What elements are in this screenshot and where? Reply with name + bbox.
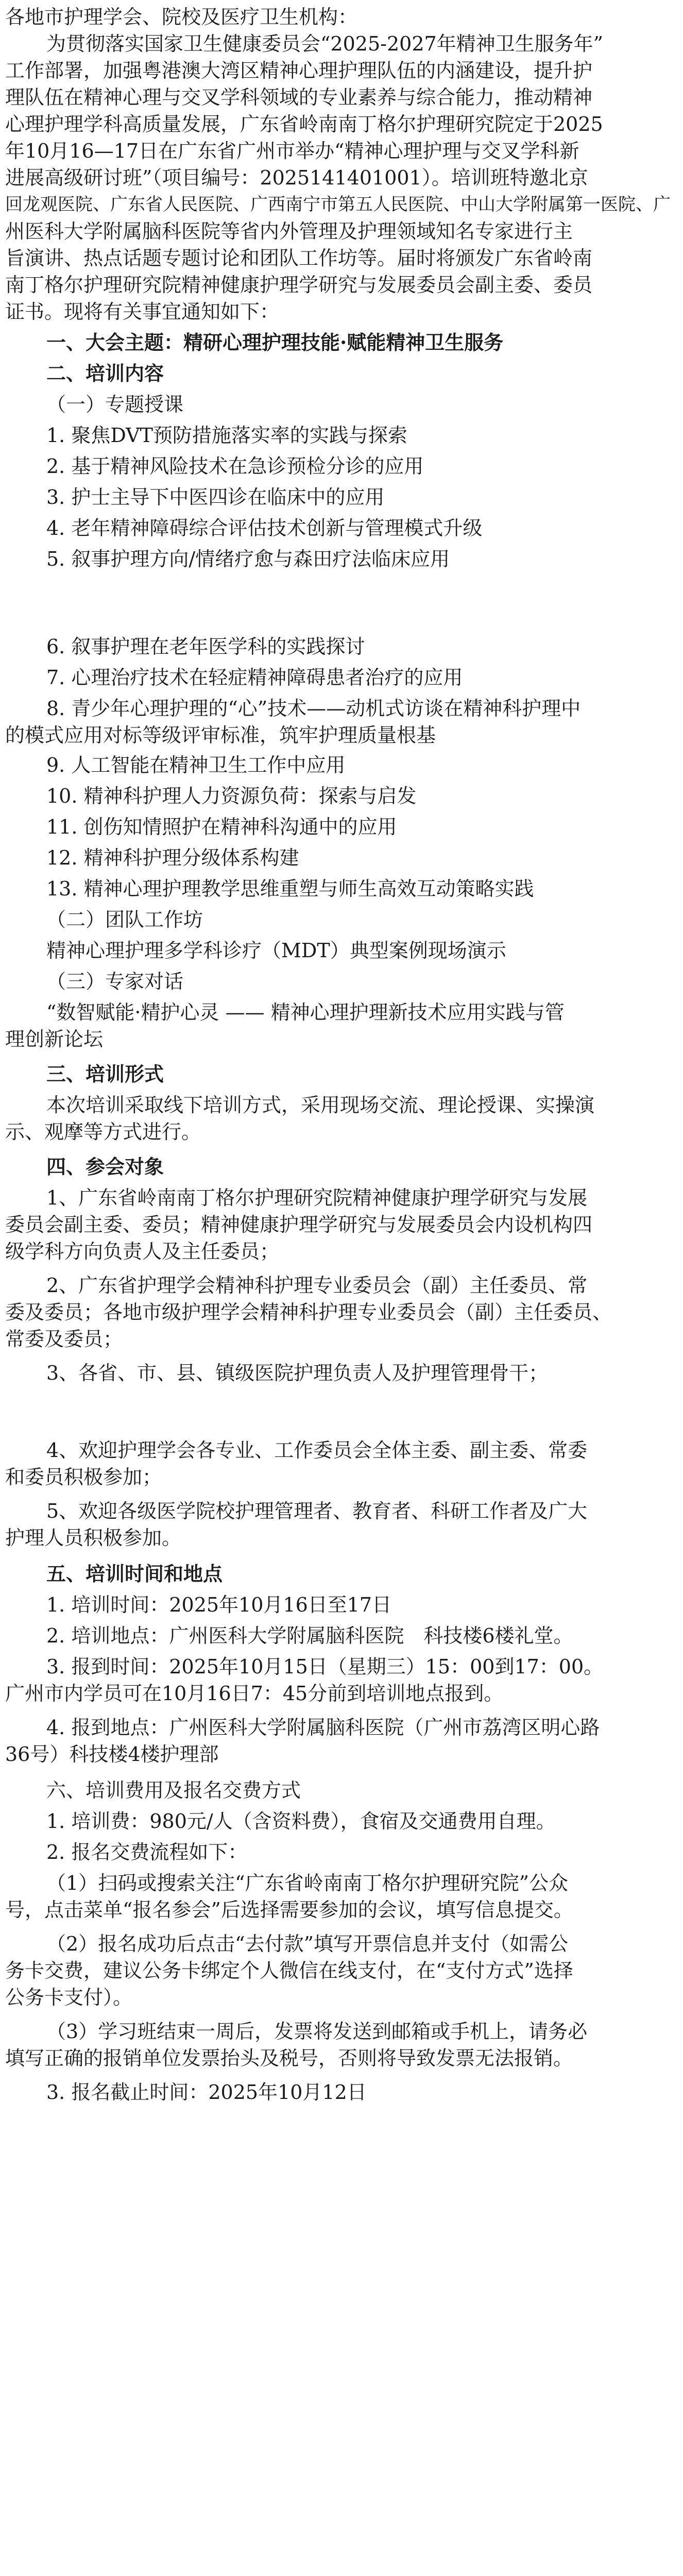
attendee-line: 委员会副主委、委员；精神健康护理学研究与发展委员会内设机构四 (5, 1213, 593, 1236)
attendee-line: 级学科方向负责人及主任委员； (5, 1240, 280, 1263)
time-place-line: 2. 培训地点：广州医科大学附属脑科医院 科技楼6楼礼堂。 (46, 1624, 573, 1647)
attendee-line: 3、各省、市、县、镇级医院护理负责人及护理管理骨干； (46, 1362, 549, 1384)
time-place-line: 广州市内学员可在10月16日7：45分前到培训地点报到。 (5, 1682, 504, 1705)
intro-line: 旨演讲、热点话题专题讨论和团队工作坊等。届时将颁发广东省岭南 (5, 247, 593, 269)
dialogue-line: 理创新论坛 (5, 1028, 104, 1050)
topic-item: 6. 叙事护理在老年医学科的实践探讨 (46, 635, 365, 658)
section-3-text: 示、观摩等方式进行。 (5, 1121, 201, 1143)
attendee-line: 常委及委员； (5, 1328, 123, 1350)
topic-item: 8. 青少年心理护理的“心”技术——动机式访谈在精神科护理中 (46, 697, 581, 720)
intro-line: 工作部署，加强粤港澳大湾区精神心理护理队伍的内涵建设，提升护 (5, 59, 593, 82)
topic-item: 11. 创伤知情照护在精神科沟通中的应用 (46, 816, 397, 838)
attendee-line: 委及委员；各地市级护理学会精神科护理专业委员会（副）主任委员、 (5, 1301, 612, 1324)
topic-item: 4. 老年精神障碍综合评估技术创新与管理模式升级 (46, 517, 483, 539)
topic-item: 1. 聚焦DVT预防措施落实率的实践与探索 (46, 424, 407, 447)
greeting: 各地市护理学会、院校及医疗卫生机构： (5, 6, 358, 28)
fee-line: 务卡交费，建议公务卡绑定个人微信在线支付，在“支付方式”选择 (5, 1959, 573, 1982)
subsection-heading: （二）团队工作坊 (46, 908, 203, 931)
fee-line: 3. 报名截止时间：2025年10月12日 (46, 2081, 367, 2104)
topic-item: 的模式应用对标等级评审标准，筑牢护理质量根基 (5, 724, 436, 747)
subsection-heading: （一）专题授课 (46, 393, 184, 416)
topic-item: 5. 叙事护理方向/情绪疗愈与森田疗法临床应用 (46, 548, 450, 570)
topic-item: 2. 基于精神风险技术在急诊预检分诊的应用 (46, 455, 424, 478)
intro-line: 进展高级研讨班”（项目编号：2025141401001）。培训班特邀北京 (5, 166, 588, 189)
attendee-line: 2、广东省护理学会精神科护理专业委员会（副）主任委员、常 (46, 1274, 588, 1297)
section-6-heading: 六、培训费用及报名交费方式 (46, 1779, 301, 1802)
time-place-line: 4. 报到地点：广州医科大学附属脑科医院（广州市荔湾区明心路 (46, 1716, 600, 1739)
fee-line: 号，点击菜单“报名参会”后选择需要参加的会议，填写信息提交。 (5, 1899, 573, 1921)
attendee-line: 和委员积极参加； (5, 1466, 162, 1488)
subsection-heading: （三）专家对话 (46, 970, 184, 993)
fee-line: 1. 培训费：980元/人（含资料费），食宿及交通费用自理。 (46, 1810, 556, 1833)
time-place-line: 1. 培训时间：2025年10月16日至17日 (46, 1594, 392, 1616)
fee-line: 2. 报名交费流程如下： (46, 1841, 248, 1863)
intro-line: 年10月16—17日在广东省广州市举办“精神心理护理与交叉学科新 (5, 140, 579, 162)
time-place-line: 3. 报到时间：2025年10月15日（星期三）15：00到17：00。 (46, 1655, 604, 1678)
intro-line: 为贯彻落实国家卫生健康委员会“2025-2027年精神卫生服务年” (46, 32, 604, 55)
fee-line: （1）扫码或搜索关注“广东省岭南南丁格尔护理研究院”公众 (46, 1872, 569, 1894)
section-3-text: 本次培训采取线下培训方式，采用现场交流、理论授课、实操演 (46, 1094, 595, 1116)
intro-line: 证书。现将有关事宜通知如下： (5, 300, 280, 323)
intro-line: 理队伍在精神心理与交叉学科领域的专业素养与综合能力，推动精神 (5, 86, 593, 109)
section-2-heading: 二、培训内容 (46, 362, 164, 385)
section-4-heading: 四、参会对象 (46, 1155, 164, 1178)
topic-item: 12. 精神科护理分级体系构建 (46, 846, 299, 869)
fee-line: （2）报名成功后点击“去付款”填写开票信息并支付（如需公 (46, 1933, 569, 1955)
attendee-line: 护理人员积极参加。 (5, 1527, 182, 1549)
topic-item: 7. 心理治疗技术在轻症精神障碍患者治疗的应用 (46, 666, 463, 689)
topic-item: 10. 精神科护理人力资源负荷：探索与启发 (46, 785, 417, 807)
workshop-item: 精神心理护理多学科诊疗（MDT）典型案例现场演示 (46, 939, 506, 962)
dialogue-line: “数智赋能·精护心灵 —— 精神心理护理新技术应用实践与管 (46, 1001, 565, 1024)
intro-line: 回龙观医院、广东省人民医院、广西南宁市第五人民医院、中山大学附属第一医院、广 (5, 194, 671, 215)
time-place-line: 36号）科技楼4楼护理部 (5, 1743, 219, 1766)
topic-item: 13. 精神心理护理教学思维重塑与师生高效互动策略实践 (46, 877, 534, 900)
attendee-line: 1、广东省岭南南丁格尔护理研究院精神健康护理学研究与发展 (46, 1187, 588, 1209)
fee-line: 填写正确的报销单位发票抬头及税号，否则将导致发票无法报销。 (5, 2047, 573, 2070)
fee-line: 公务卡支付）。 (5, 1986, 133, 2009)
topic-item: 9. 人工智能在精神卫生工作中应用 (46, 754, 346, 776)
section-5-heading: 五、培训时间和地点 (46, 1562, 223, 1585)
section-3-heading: 三、培训形式 (46, 1062, 164, 1086)
section-1-heading: 一、大会主题：精研心理护理技能·赋能精神卫生服务 (46, 331, 504, 354)
attendee-line: 4、欢迎护理学会各专业、工作委员会全体主委、副主委、常委 (46, 1439, 588, 1462)
intro-line: 州医科大学附属脑科医院等省内外管理及护理领域知名专家进行主 (5, 220, 573, 243)
attendee-line: 5、欢迎各级医学院校护理管理者、教育者、科研工作者及广大 (46, 1500, 588, 1522)
fee-line: （3）学习班结束一周后，发票将发送到邮箱或手机上，请务必 (46, 2020, 588, 2043)
intro-line: 心理护理学科高质量发展，广东省岭南南丁格尔护理研究院定于2025 (5, 113, 603, 135)
topic-item: 3. 护士主导下中医四诊在临床中的应用 (46, 486, 385, 509)
intro-line: 南丁格尔护理研究院精神健康护理学研究与发展委员会副主委、委员 (5, 274, 593, 296)
